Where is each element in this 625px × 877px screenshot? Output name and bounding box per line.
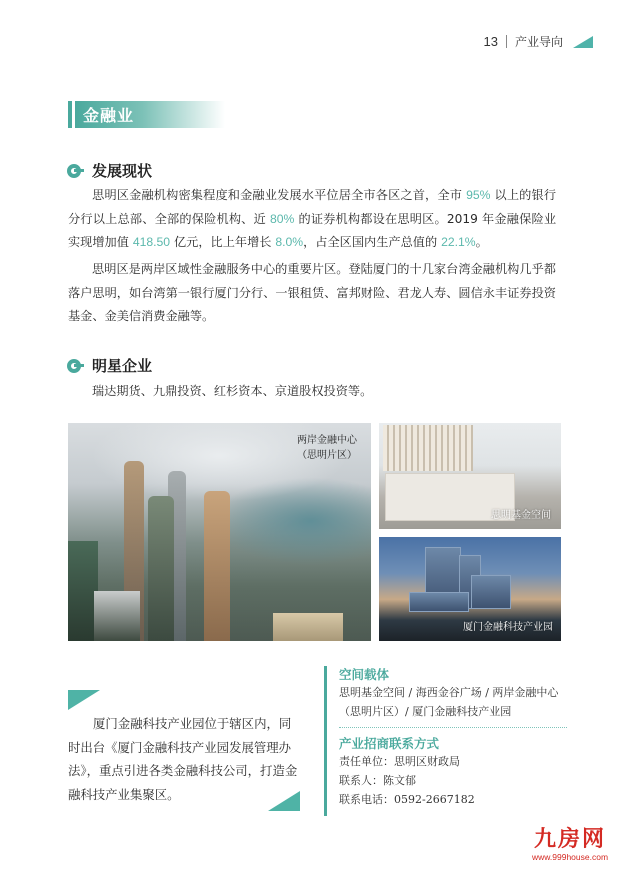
text-run: 的证券机构都设在思明区。2019 年金融保险业实现增加值 — [68, 211, 557, 249]
highlight-value: 22.1% — [441, 235, 476, 249]
photo-fund-space — [379, 423, 561, 529]
corner-triangle-icon — [268, 791, 300, 811]
triangle-icon — [573, 36, 593, 48]
text-run: 以上的银行分行以上总部、全部的保险机构、近 — [68, 188, 557, 226]
info-box — [324, 666, 570, 816]
building-shape — [273, 613, 343, 641]
wall-slats — [383, 425, 473, 471]
section-title-bar — [68, 101, 72, 128]
watermark-url: www.999house.com — [531, 852, 609, 862]
subheading-stars-text: 明星企业 — [92, 357, 153, 375]
text-run: 厦门金融科技产业园位于辖区内，同时出台《厦门金融科技产业园发展管理办法》，重点引进各类金融科技公司，打造金融科技产业集聚区。 — [68, 716, 298, 802]
page-header — [484, 33, 593, 50]
tower-shape — [148, 496, 174, 641]
subheading-status-text: 发展现状 — [92, 162, 153, 180]
subheading-stars — [67, 355, 152, 376]
highlight-value: 95% — [466, 188, 491, 202]
corner-triangle-icon — [68, 690, 100, 710]
photo-financial-center — [68, 423, 371, 641]
bullet-icon — [67, 164, 84, 178]
status-paragraph-2 — [68, 258, 556, 329]
contact-person: 联系人：陈文郁 — [339, 774, 416, 787]
photo-fintech-park — [379, 537, 561, 641]
header-section-label: 产业导向 — [514, 35, 563, 49]
caption-line: （思明片区） — [297, 450, 357, 461]
contact-phone: 联系电话：0592-2667182 — [339, 793, 475, 806]
photo-caption-fintech-park: 厦门金融科技产业园 — [463, 622, 553, 633]
tower-shape — [204, 491, 230, 641]
bullet-icon — [67, 359, 84, 373]
watermark-logo: 九房网 — [533, 827, 606, 852]
building-shape — [471, 575, 511, 609]
building-shape — [94, 591, 140, 641]
text-run: 亿元，比上年增长 — [170, 235, 276, 249]
contact-unit: 责任单位：思明区财政局 — [339, 755, 460, 768]
section-title-band — [75, 101, 225, 128]
text-run: ，占全区国内生产总值的 — [303, 235, 442, 249]
highlight-value: 80% — [269, 211, 295, 226]
text-run: 思明区是两岸区域性金融服务中心的重要片区。登陆厦门的十几家台湾金融机构几乎都落户思明，如台湾第一银行厦门分行、一银租赁、富邦财险、君龙人寿、圆信永丰证券投资基金、金美信消费金融等。 — [68, 262, 556, 323]
subheading-status — [67, 160, 152, 181]
contact-heading: 产业招商联系方式 — [339, 736, 440, 751]
caption-line: 两岸金融中心 — [297, 435, 357, 446]
photo-caption-fund-space: 思明基金空间 — [491, 510, 551, 521]
section-title — [68, 101, 225, 128]
dotted-divider — [339, 727, 567, 728]
highlight-value: 418.50 — [132, 235, 171, 249]
page-number: 13 — [483, 34, 498, 49]
space-heading: 空间载体 — [339, 667, 390, 682]
text-run: 。 — [475, 235, 488, 249]
section-title-text: 金融业 — [83, 106, 135, 125]
text-run: 思明区金融机构密集程度和金融业发展水平位居全市各区之首，全市 — [92, 188, 467, 202]
space-text: 思明基金空间 / 海西金谷广场 / 两岸金融中心（思明片区）/ 厦门金融科技产业园 — [339, 686, 559, 718]
status-paragraph-1 — [68, 184, 556, 255]
star-companies-list: 瑞达期货、九鼎投资、红杉资本、京道股权投资等。 — [92, 384, 373, 398]
header-divider — [506, 35, 507, 48]
highlight-value: 8.0% — [275, 235, 304, 249]
watermark — [520, 828, 620, 862]
photo-caption-financial-center — [297, 433, 357, 463]
building-shape — [409, 592, 469, 612]
